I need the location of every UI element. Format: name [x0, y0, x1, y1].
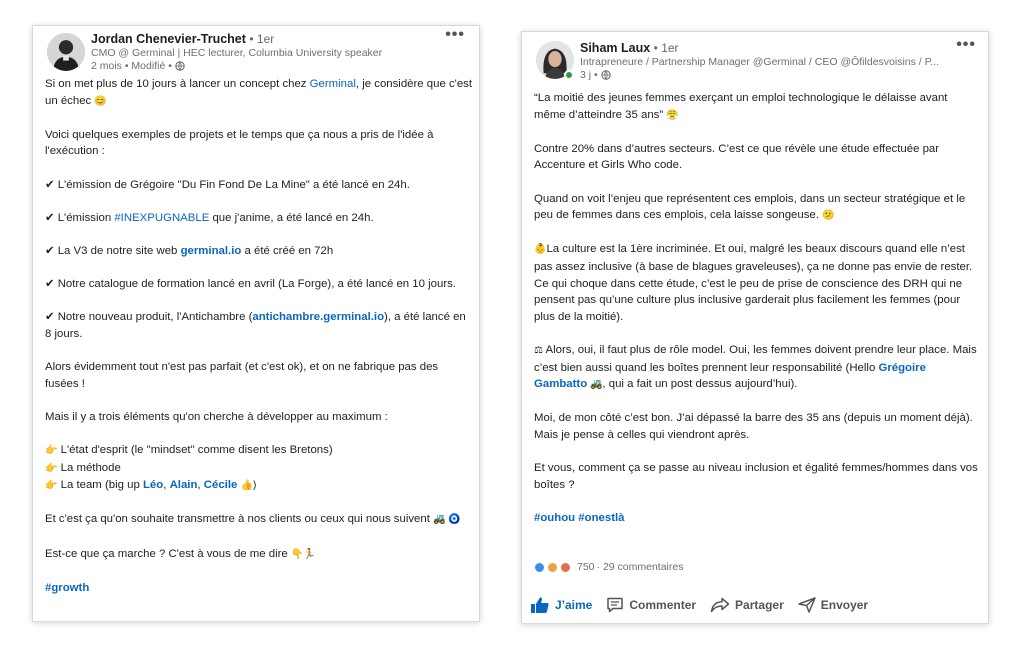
paragraph: Contre 20% dans d’autres secteurs. C’est ce que révèle une étude effectuée par Accenture et Girls Who code.: [534, 142, 940, 172]
thumbs-up-emoji: 👍): [240, 480, 257, 492]
paragraph: ⚖ Alors, oui, il faut plus de rôle model. Oui, les femmes doivent prendre leur place. Mais c’est bien aussi quand les boîtes prennent leur responsabilité (Hello Grégoire Gambatto 🚜, qui a fait un post dessus aujourd’hui).: [534, 343, 977, 391]
send-icon: [798, 597, 816, 613]
point-right-emoji: 👉: [45, 462, 58, 474]
point-right-emoji: 👉: [45, 445, 58, 457]
love-reaction-icon: [560, 562, 571, 573]
more-options-button[interactable]: •••: [956, 36, 976, 53]
list-item: ✔ Notre nouveau produit, l'Antichambre (antichambre.germinal.io), a été lancé en 8 jours.: [45, 311, 466, 340]
paragraph: Moi, de mon côté c’est bon. J’ai dépassé la barre des 35 ans (depuis un moment déjà). Mais je pense à celles qui viendront après.: [534, 412, 973, 441]
angry-emoji: 😤: [666, 109, 679, 121]
author-name[interactable]: Jordan Chenevier-Truchet: [91, 32, 246, 46]
reaction-count[interactable]: 750: [577, 561, 595, 573]
list-item: ✔ L'émission #INEXPUGNABLE que j'anime, a été lancé en 24h.: [45, 211, 374, 224]
paragraph: “La moitié des jeunes femmes exerçant un emploi technologique le délaisse avant même d’atteindre 35 ans” 😤: [534, 92, 948, 121]
action-bar: [530, 590, 868, 620]
tractor-emoji: 🚜 🧿: [433, 514, 461, 526]
post-body: [534, 90, 980, 543]
point-down-emoji: 👇🏃: [290, 548, 316, 560]
baby-emoji: 👶: [534, 244, 547, 256]
post-meta: 3 j •: [580, 69, 598, 81]
bullet-item: 👉 La team (big up Léo, Alain, Cécile 👍): [45, 479, 257, 492]
left-post-card: [32, 25, 480, 622]
connection-degree: • 1er: [653, 41, 679, 55]
post-header: [91, 32, 451, 73]
more-options-button[interactable]: •••: [445, 26, 465, 43]
author-name[interactable]: Siham Laux: [580, 41, 651, 55]
paragraph: Et c'est ça qu'on souhaite transmettre à nos clients ou ceux qui nous suivent 🚜 🧿: [45, 513, 461, 526]
paragraph: Voici quelques exemples de projets et le temps que ça nous a pris de l'idée à l'exécution :: [45, 128, 434, 158]
paragraph: 👶La culture est la 1ère incriminée. Et oui, malgré les beaux discours quand elle n’est pas assez inclusive (à base de blagues graveleuses), ça ne donne pas envie de rester. Ce qui choque dans cette étude, c’est le peu de prise de conscience des DRH qui ne pensent pas qu’une culture plus inclusive garderait plus facilement les femmes (pour plus de la moitié).: [534, 243, 973, 323]
smile-emoji: 😊: [94, 95, 107, 107]
globe-icon: [175, 61, 185, 71]
comment-count[interactable]: · 29 commentaires: [596, 561, 684, 573]
comment-button[interactable]: Commenter: [606, 597, 696, 613]
post-header: [580, 41, 960, 82]
mention-link[interactable]: Alain: [169, 479, 198, 492]
scales-emoji: ⚖: [534, 344, 543, 356]
reactions-summary[interactable]: [534, 561, 683, 573]
hashtag-link[interactable]: #ouhou #onestlà: [534, 511, 625, 524]
hashtag-link[interactable]: #growth: [45, 581, 90, 594]
post-meta: 2 mois • Modifié •: [91, 60, 172, 72]
like-button[interactable]: J’aime: [530, 596, 592, 614]
paragraph: Est-ce que ça marche ? C'est à vous de me dire 👇🏃: [45, 547, 316, 560]
send-button[interactable]: Envoyer: [798, 597, 868, 613]
bullet-list: [45, 442, 473, 495]
paragraph: Quand on voit l’enjeu que représentent ces emplois, dans un secteur stratégique et le peu de femmes dans ces emplois, cela laisse songeuse. 😕: [534, 192, 966, 222]
online-status-badge: [564, 70, 574, 80]
celebrate-reaction-icon: [547, 562, 558, 573]
list-item: ✔ L'émission de Grégoire "Du Fin Fond De La Mine" a été lancé en 24h.: [45, 178, 410, 191]
list-item: ✔ La V3 de notre site web germinal.io a été créé en 72h: [45, 244, 334, 257]
paragraph: Alors évidemment tout n'est pas parfait (et c'est ok), et on ne fabrique pas des fusées !: [45, 361, 439, 390]
globe-icon: [601, 70, 611, 80]
hashtag-link[interactable]: #INEXPUGNABLE: [114, 211, 210, 224]
point-right-emoji: 👉: [45, 480, 58, 492]
mention-link[interactable]: Cécile: [203, 479, 238, 492]
bullet-item: 👉 La méthode: [45, 461, 121, 474]
list-item: ✔ Notre catalogue de formation lancé en avril (La Forge), a été lancé en 10 jours.: [45, 278, 456, 291]
paragraph: Et vous, comment ça se passe au niveau inclusion et égalité femmes/hommes dans vos boîtes ?: [534, 462, 978, 491]
post-body: [45, 76, 473, 613]
tractor-emoji: 🚜: [587, 379, 603, 391]
website-link[interactable]: germinal.io: [180, 244, 242, 257]
share-button[interactable]: Partager: [710, 597, 784, 613]
website-link[interactable]: antichambre.germinal.io: [252, 311, 385, 324]
paragraph: Si on met plus de 10 jours à lancer un concept chez Germinal, je considère que c'est un échec 😊: [45, 78, 473, 107]
mention-link[interactable]: Grégoire Gambatto: [534, 361, 926, 391]
author-headline: Intrapreneure / Partnership Manager @Germinal / CEO @Ôfildesvoisins / P...: [580, 56, 940, 68]
connection-degree: • 1er: [249, 32, 275, 46]
like-reaction-icon: [534, 562, 545, 573]
paragraph: Mais il y a trois éléments qu'on cherche à développer au maximum :: [45, 410, 388, 423]
mention-link[interactable]: Germinal: [309, 78, 356, 90]
avatar[interactable]: [47, 33, 85, 71]
confused-emoji: 😕: [822, 210, 835, 222]
bullet-item: 👉 L'état d'esprit (le "mindset" comme disent les Bretons): [45, 444, 333, 457]
thumbs-up-icon: [530, 596, 550, 614]
mention-link[interactable]: Léo: [142, 479, 164, 492]
person-icon: [47, 33, 85, 71]
comment-icon: [606, 597, 624, 613]
share-icon: [710, 597, 730, 613]
author-headline: CMO @ Germinal | HEC lecturer, Columbia University speaker: [91, 47, 383, 59]
right-post-card: [521, 31, 989, 624]
